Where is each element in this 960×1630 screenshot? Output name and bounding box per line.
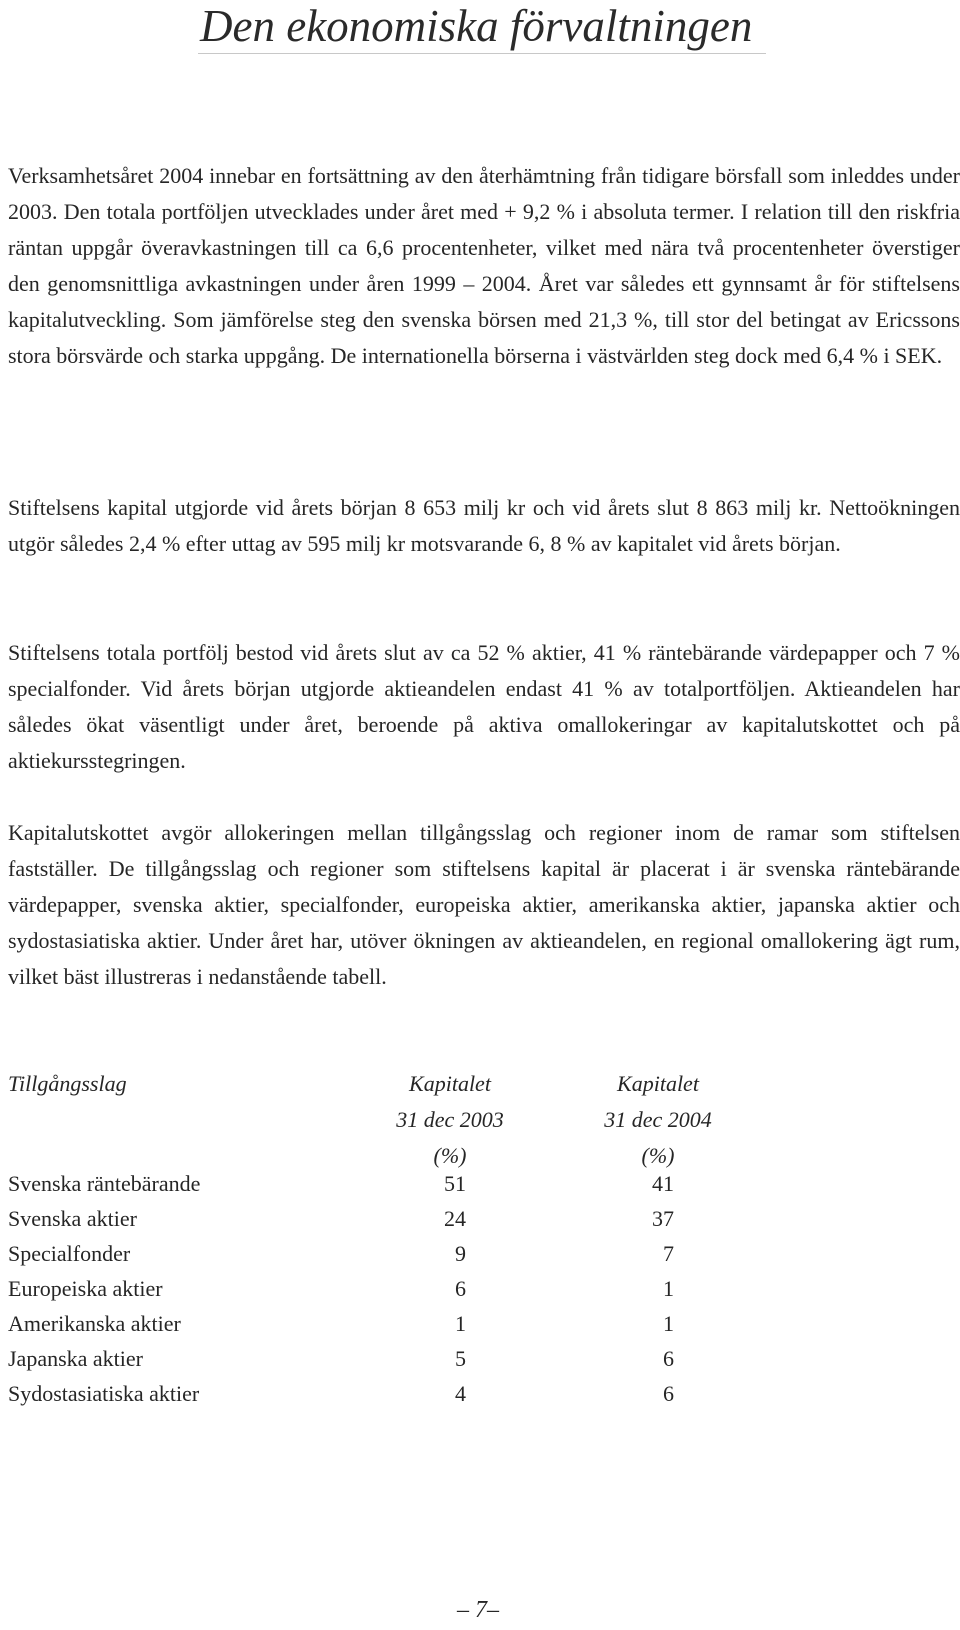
value-2004: 7 <box>663 1241 674 1266</box>
value-2004: 1 <box>663 1276 674 1301</box>
value-2003: 5 <box>455 1346 466 1371</box>
table-row <box>8 1166 708 1202</box>
row-label: Svenska räntebärande <box>8 1171 201 1196</box>
table-row <box>8 1306 708 1342</box>
title-underline <box>198 53 766 54</box>
page-title: Den ekonomiska förvaltningen <box>200 1 753 51</box>
table-row <box>8 1201 708 1237</box>
column-header-2003-line-2: 31 dec 2003 <box>396 1107 504 1132</box>
page-number: – 7– <box>457 1597 499 1623</box>
value-2003: 6 <box>455 1276 466 1301</box>
value-2003: 1 <box>455 1311 466 1336</box>
column-header-2004-line-3: (%) <box>641 1143 675 1168</box>
value-2004: 1 <box>663 1311 674 1336</box>
value-2004: 6 <box>663 1381 674 1406</box>
row-label: Japanska aktier <box>8 1346 143 1371</box>
column-header-2003 <box>380 1066 520 1174</box>
row-label: Amerikanska aktier <box>8 1311 181 1336</box>
table-row <box>8 1271 708 1307</box>
paragraph-3: Stiftelsens totala portfölj bestod vid årets slut av ca 52 % aktier, 41 % räntebärande värdepapper och 7 % specialfonder. Vid årets början utgjorde aktieandelen endast 41 % av totalportföljen. Aktieandelen har således ökat väsentligt under året, beroende på aktiva omallokeringar av kapitalutskottet och på aktiekursstegringen. <box>8 640 960 773</box>
row-label: Sydostasiatiska aktier <box>8 1381 200 1406</box>
table-row <box>8 1236 708 1272</box>
paragraph-2: Stiftelsens kapital utgjorde vid årets början 8 653 milj kr och vid årets slut 8 863 milj kr. Nettoökningen utgör således 2,4 % efter uttag av 595 milj kr motsvarande 6, 8 % av kapitalet vid årets början. <box>8 495 960 556</box>
row-label: Europeiska aktier <box>8 1276 163 1301</box>
value-2003: 24 <box>444 1206 466 1231</box>
column-header-2004-line-2: 31 dec 2004 <box>604 1107 712 1132</box>
row-label: Svenska aktier <box>8 1206 137 1231</box>
paragraph-4: Kapitalutskottet avgör allokeringen mellan tillgångsslag och regioner inom de ramar som stiftelsen fastställer. De tillgångsslag och regioner som stiftelsens kapital är placerat i är svenska räntebärande värdepapper, svenska aktier, specialfonder, europeiska aktier, amerikanska aktier, japanska aktier och sydostasiatiska aktier. Under året har, utöver ökningen av aktieandelen, en regional omallokering ägt rum, vilket bäst illustreras i nedanstående tabell. <box>8 820 960 989</box>
row-label: Specialfonder <box>8 1241 131 1266</box>
column-header-2004 <box>588 1066 728 1174</box>
column-header-2003-line-3: (%) <box>433 1143 467 1168</box>
paragraph-1: Verksamhetsåret 2004 innebar en fortsättning av den återhämtning från tidigare börsfall som inleddes under 2003. Den totala portföljen utvecklades under året med + 9,2 % i absoluta termer. I relation till den riskfria räntan uppgår överavkastningen till ca 6,6 procentenheter, vilket med nära två procentenheter överstiger den genomsnittliga avkastningen under åren 1999 – 2004. Året var således ett gynnsamt år för stiftelsens kapitalutveckling. Som jämförelse steg den svenska börsen med 21,3 %, till stor del betingat av Ericssons stora börsvärde och starka uppgång. De internationella börserna i västvärlden steg dock med 6,4 % i SEK. <box>8 163 960 368</box>
value-2003: 51 <box>444 1171 466 1196</box>
table-row <box>8 1376 708 1412</box>
value-2003: 4 <box>455 1381 466 1406</box>
column-header-2004-line-1: Kapitalet <box>617 1071 699 1096</box>
column-header-asset-class-label: Tillgångsslag <box>8 1071 127 1096</box>
value-2004: 37 <box>652 1206 674 1231</box>
column-header-asset-class <box>8 1066 127 1102</box>
value-2004: 41 <box>652 1171 674 1196</box>
column-header-2003-line-1: Kapitalet <box>409 1071 491 1096</box>
value-2004: 6 <box>663 1346 674 1371</box>
value-2003: 9 <box>455 1241 466 1266</box>
table-row <box>8 1341 708 1377</box>
